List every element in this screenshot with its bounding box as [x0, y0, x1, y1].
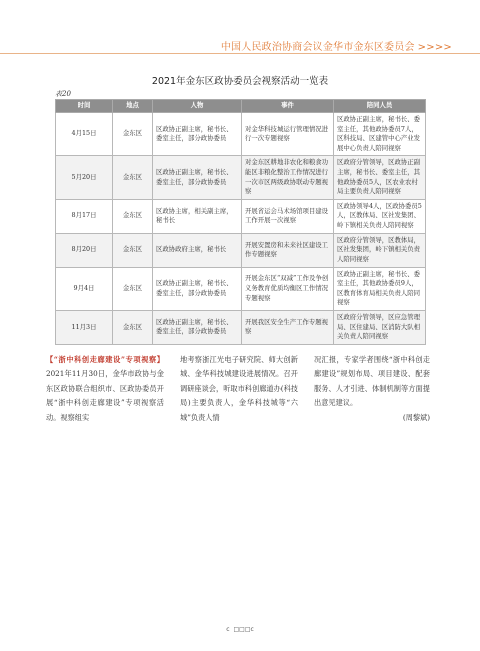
header-title — [221, 38, 452, 53]
table-row — [56, 233, 426, 267]
column-header: 人物 — [153, 100, 242, 113]
cell-companions: 区政协正副主席，秘书长、委室主任，其他政协委员7人，区科技局、区建管中心产业发展中心负责人陪同视察 — [334, 113, 426, 156]
cell-date: 11月3日 — [56, 310, 113, 344]
table-title: 2021年金东区政协委员会视察活动一览表 — [151, 76, 329, 87]
cell-event: 对金华科技城运行管理情况进行一次专题视察 — [242, 113, 334, 156]
cell-event: 开展安置房和未来社区建设工作专题视察 — [242, 233, 334, 267]
column-header: 地点 — [113, 100, 153, 113]
article-text-2: 地考察浙江光电子研究院、师大创新城、金华科技城建设进展情况。召开调研座谈会，听取市科创廊道办(科技局)主要负责人，金华科技城等“六城”负责人情 — [180, 355, 298, 422]
table-row — [56, 199, 426, 233]
cell-date: 8月20日 — [56, 233, 113, 267]
cell-place: 金东区 — [113, 199, 153, 233]
header-rule — [0, 53, 480, 54]
column-header: 事件 — [242, 100, 334, 113]
cell-companions: 区政府分管领导，区教体局，区社发集团，岭下镇相关负责人陪同视察 — [334, 233, 426, 267]
cell-companions: 区政府分管领导，区应急管理局、区住建局、区消防大队相关负责人陪同视察 — [334, 310, 426, 344]
cell-companions: 区政协领导4人，区政协委员5人，区教体局、区社发集团、岭下镇相关负责人陪同视察 — [334, 199, 426, 233]
cell-date: 8月17日 — [56, 199, 113, 233]
article-column-2 — [180, 353, 298, 425]
cell-place: 金东区 — [113, 233, 153, 267]
cell-companions: 区政协正副主席，秘书长、委室主任，其他政协委员9人，区教育体育局相关负责人陪同视察 — [334, 267, 426, 310]
article-text-1: 2021年11月30日，金华市政协与金东区政协联合组织市、区政协委员开展“浙中科创走廊建设”专项视察活动。视察组实 — [46, 369, 164, 422]
cell-place: 金东区 — [113, 156, 153, 199]
cell-people: 区政协正副主席，秘书长、委室主任，部分政协委员 — [153, 310, 242, 344]
header-arrows: >>>> — [417, 42, 452, 53]
cell-people: 区政协主席，相关副主席，秘书长 — [153, 199, 242, 233]
cell-event: 开展我区安全生产工作专题视察 — [242, 310, 334, 344]
article-column-1 — [46, 353, 164, 425]
cell-people: 区政协政府主席，秘书长 — [153, 233, 242, 267]
cell-people: 区政协正副主席，秘书长、委室主任，部分政协委员 — [153, 113, 242, 156]
cell-date: 5月20日 — [56, 156, 113, 199]
inspection-table — [55, 99, 426, 345]
column-header: 陪同人员 — [334, 100, 426, 113]
page-footer — [0, 626, 480, 633]
cell-date: 9月4日 — [56, 267, 113, 310]
cell-event: 开展省运会马术场馆项目建设工作开展一次视察 — [242, 199, 334, 233]
cell-event: 对金东区耕地非农化和粮食功能区非粮化整治工作情况进行一次市区两级政协联动专题视察 — [242, 156, 334, 199]
cell-place: 金东区 — [113, 267, 153, 310]
table-header-row — [56, 100, 426, 113]
article-author: (周黎斌) — [402, 412, 430, 422]
cell-companions: 区政府分管领导，区政协正副主席，秘书长、委室主任，其他政协委员5人，区农业农村局主要负责人陪同视察 — [334, 156, 426, 199]
table-row — [56, 156, 426, 199]
cell-event: 开展金东区“双减”工作及争创义务教育优质均衡区工作情况专题视察 — [242, 267, 334, 310]
cell-people: 区政协正副主席，秘书长、委室主任，部分政协委员 — [153, 156, 242, 199]
column-header: 时间 — [56, 100, 113, 113]
cell-people: 区政协正副主席，秘书长、委室主任，部分政协委员 — [153, 267, 242, 310]
table-number: 表20 — [55, 90, 71, 98]
page-header — [0, 36, 480, 54]
cell-date: 4月15日 — [56, 113, 113, 156]
page-number: c — [226, 626, 230, 633]
header-text: 中国人民政治协商会议金华市金东区委员会 — [220, 42, 415, 53]
cell-place: 金东区 — [113, 310, 153, 344]
table-row — [56, 113, 426, 156]
footer-mark: □□□c — [233, 626, 254, 633]
cell-place: 金东区 — [113, 113, 153, 156]
article-column-3 — [314, 353, 430, 425]
table-row — [56, 267, 426, 310]
table-row — [56, 310, 426, 344]
article-heading: 【“浙中科创走廊建设”专项视察】 — [46, 355, 164, 364]
article-text-3: 况汇报，专家学者围绕“浙中科创走廊建设”规划布局、项目建设、配套服务、人才引进、体制机制等方面提出意见建议。 — [314, 355, 430, 408]
